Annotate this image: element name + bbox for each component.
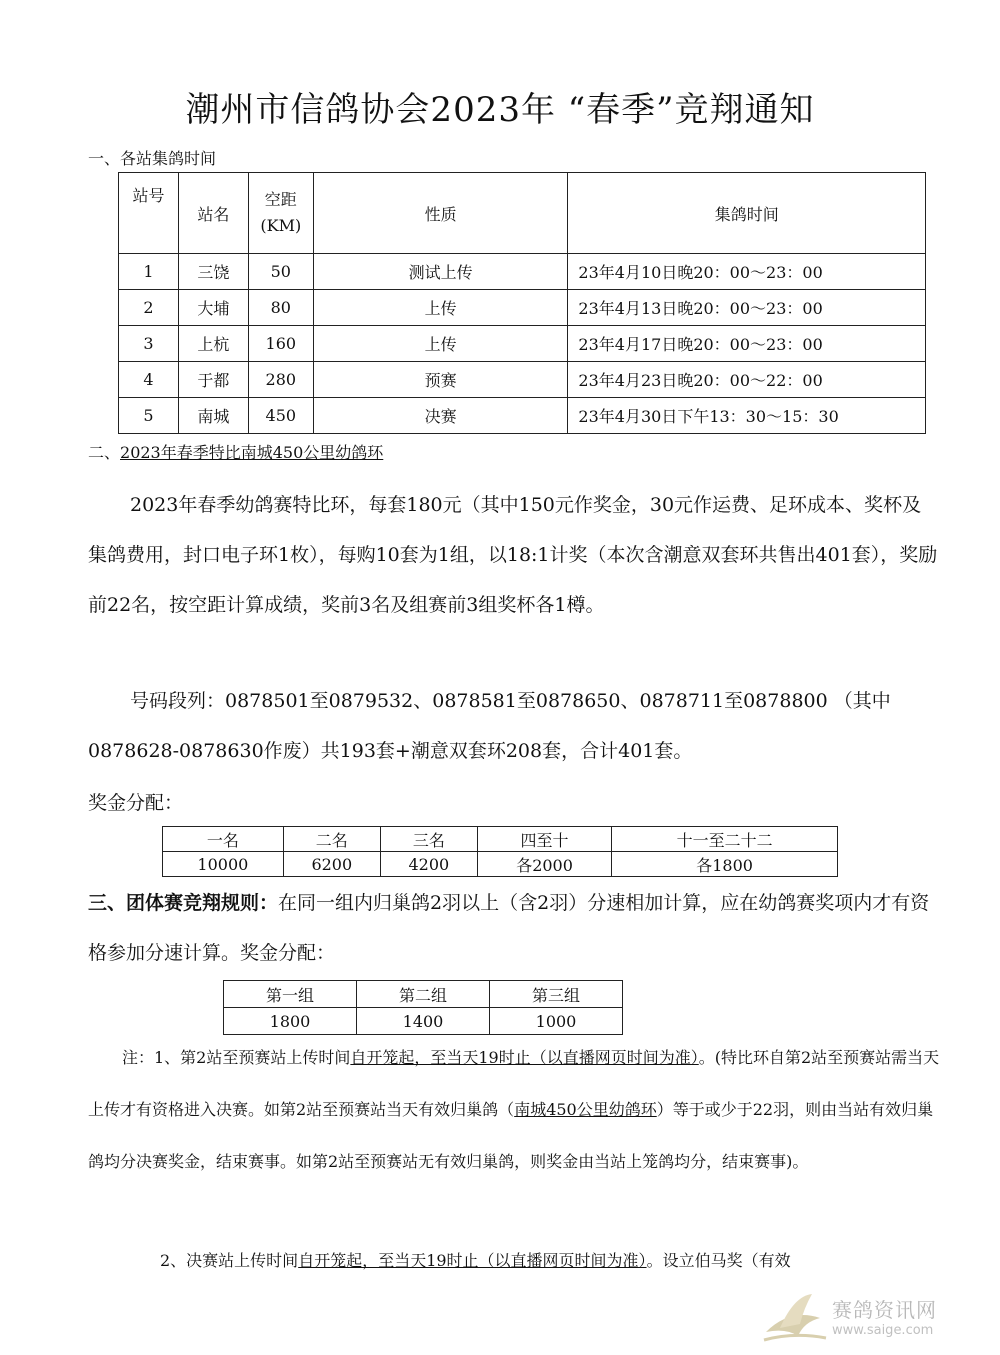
cell: 450: [248, 398, 313, 434]
watermark-name: 赛鸽资讯网: [832, 1298, 937, 1322]
cell: 3: [119, 326, 179, 362]
cell: 预赛: [313, 362, 568, 398]
section-2-heading: [88, 440, 383, 463]
cell: 4200: [380, 852, 477, 877]
cell: 南城: [178, 398, 248, 434]
section-3-heading: 三、团体赛竞翔规则：: [88, 892, 279, 914]
cell: 三饶: [178, 254, 248, 290]
header-distance: 空距(KM): [248, 173, 313, 254]
note-2-underlined: 自开笼起，至当天19时止（以直播网页时间为准）: [298, 1251, 647, 1270]
note-1-text: 注：1、第2站至预赛站上传时间: [122, 1048, 351, 1067]
cell: 上杭: [178, 326, 248, 362]
table-row: [163, 852, 838, 877]
team-prize-table: [223, 980, 623, 1035]
cell: 测试上传: [313, 254, 568, 290]
cell: 第二组: [357, 981, 490, 1008]
cell: 十一至二十二: [612, 827, 838, 852]
cell: 160: [248, 326, 313, 362]
cell: 23年4月13日晚20：00～23：00: [568, 290, 926, 326]
table-row: [224, 1008, 623, 1035]
section-3-text: 在同一组内归巢鸽2羽以上（含2羽）分速相加计算，应在幼鸽赛奖项内才有资格参加分速计算。奖金分配：: [88, 892, 930, 964]
note-1-text: 。(特比环自第2站至预赛站需当天上传才有资格进入决赛。如第2站至预赛站当天有效归巢鸽（: [88, 1048, 940, 1119]
cell: 23年4月10日晚20：00～23：00: [568, 254, 926, 290]
cell: 于都: [178, 362, 248, 398]
watermark: [760, 1288, 990, 1348]
cell: 4: [119, 362, 179, 398]
note-2-text: 。设立伯马奖（有效: [646, 1251, 791, 1270]
prize-label: 奖金分配：: [88, 792, 184, 814]
cell: 1400: [357, 1008, 490, 1035]
watermark-url: www.saige.com: [832, 1323, 934, 1338]
note-1-underlined: 自开笼起，至当天19时止（以直播网页时间为准）: [350, 1048, 699, 1067]
page-title: 潮州市信鸽协会2023年 “春季”竞翔通知: [185, 90, 815, 130]
table-header-row: [224, 981, 623, 1008]
cell: 1: [119, 254, 179, 290]
cell: 三名: [380, 827, 477, 852]
prize-table: [162, 826, 838, 877]
cell: 四至十: [477, 827, 611, 852]
cell: 二名: [283, 827, 380, 852]
cell: 80: [248, 290, 313, 326]
table-row: [119, 362, 926, 398]
cell: 大埔: [178, 290, 248, 326]
cell: 各1800: [612, 852, 838, 877]
table-row: [119, 254, 926, 290]
section-1-heading: 一、各站集鸽时间: [88, 149, 217, 168]
table-header-row: [119, 173, 926, 254]
header-time: 集鸽时间: [568, 173, 926, 254]
stations-table: [118, 172, 926, 434]
note-2-text: 2、决赛站上传时间: [160, 1251, 299, 1270]
header-station-name: 站名: [178, 173, 248, 254]
note-1-underlined: 南城450公里幼鸽环: [514, 1100, 657, 1119]
note-1: [88, 1032, 948, 1188]
paragraph-ring-details: 2023年春季幼鸽赛特比环，每套180元（其中150元作奖金，30元作运费、足环成本、奖杯及集鸽费用，封口电子环1枚），每购10套为1组，以18:1计奖（本次含潮意双套环共售出401套），奖励前22名，按空距计算成绩，奖前3名及组赛前3组奖杯各1樽。: [88, 494, 938, 616]
cell: 23年4月23日晚20：00～22：00: [568, 362, 926, 398]
cell: 上传: [313, 290, 568, 326]
cell: 280: [248, 362, 313, 398]
section-2-title: 2023年春季特比南城450公里幼鸽环: [120, 443, 384, 462]
header-station-no: 站号: [119, 173, 179, 254]
cell: 一名: [163, 827, 284, 852]
cell: 1000: [490, 1008, 623, 1035]
paragraph-ring-numbers: 号码段列：0878501至0879532、0878581至0878650、0878711至0878800 （其中0878628-0878630作废）共193套+潮意双套环208套，合计401套。: [88, 690, 891, 762]
cell: 第一组: [224, 981, 357, 1008]
table-header-row: [163, 827, 838, 852]
note-1-text: ）等于或少于22羽，则由当站有效归巢鸽均分决赛奖金，结束赛事。如第2站至预赛站无有效归巢鸽，则奖金由当站上笼鸽均分，结束赛事)。: [88, 1100, 934, 1171]
cell: 2: [119, 290, 179, 326]
header-type: 性质: [313, 173, 568, 254]
cell: 各2000: [477, 852, 611, 877]
note-2: [88, 1235, 948, 1287]
cell: 5: [119, 398, 179, 434]
cell: 50: [248, 254, 313, 290]
cell: 决赛: [313, 398, 568, 434]
table-row: [119, 398, 926, 434]
table-row: [119, 326, 926, 362]
cell: 23年4月17日晚20：00～23：00: [568, 326, 926, 362]
table-row: [119, 290, 926, 326]
section-3: [88, 878, 938, 978]
cell: 上传: [313, 326, 568, 362]
cell: 23年4月30日下午13：30～15：30: [568, 398, 926, 434]
section-2-prefix: 二、: [88, 443, 121, 462]
cell: 1800: [224, 1008, 357, 1035]
cell: 6200: [283, 852, 380, 877]
cell: 第三组: [490, 981, 623, 1008]
cell: 10000: [163, 852, 284, 877]
pigeon-logo-icon: [760, 1288, 830, 1348]
